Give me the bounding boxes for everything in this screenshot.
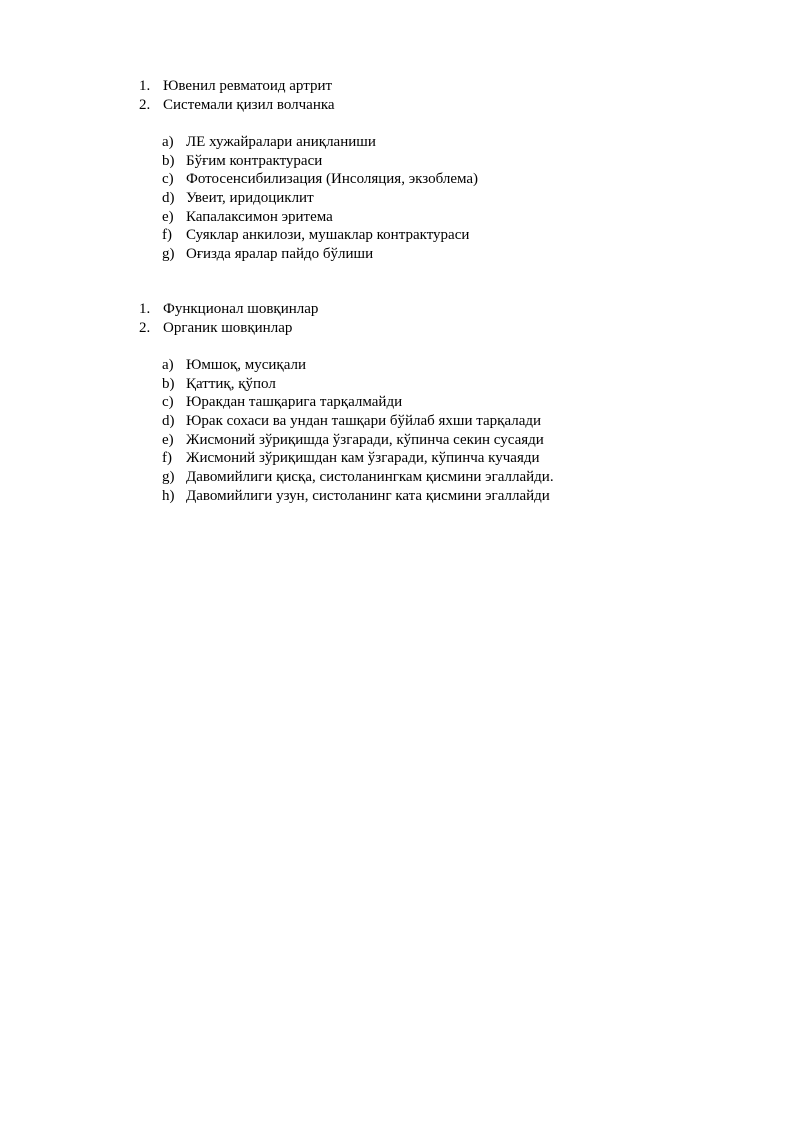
list-item-text: Юракдан ташқарига тарқалмайди: [186, 394, 403, 411]
list-marker: e): [162, 431, 174, 448]
list-marker: g): [162, 246, 175, 263]
list-marker: 1.: [139, 78, 151, 94]
list-item-text: Қаттиқ, қўпол: [186, 375, 276, 392]
list-marker: d): [162, 190, 175, 207]
list-marker: a): [162, 134, 174, 150]
list-item-text: Системали қизил волчанка: [163, 96, 335, 113]
list-item-text: Оғизда яралар пайдо бўлиши: [186, 246, 374, 263]
list-marker: 1.: [139, 301, 151, 317]
list-item-text: Фотосенсибилизация (Инсоляция, экзоблема): [186, 171, 479, 188]
list-marker: f): [162, 227, 172, 244]
list-item-text: Юмшоқ, мусиқали: [186, 357, 307, 373]
list-item-text: Давомийлиги қисқа, систоланингкам қисмини эгаллайди.: [186, 469, 554, 486]
list-item-text: Бўғим контрактураси: [186, 152, 323, 169]
list-item-text: Жисмоний зўриқишдан кам ўзгаради, кўпинча кучаяди: [186, 450, 540, 467]
list-marker: e): [162, 208, 174, 225]
list-item-text: Капалаксимон эритема: [186, 208, 333, 225]
list-item-text: Суяклар анкилози, мушаклар контрактураси: [186, 227, 470, 244]
list-marker: b): [162, 375, 175, 392]
list-item-text: Юрак сохаси ва ундан ташқари бўйлаб яхши тарқалади: [186, 413, 542, 430]
list-item-text: ЛЕ хужайралари аниқланиши: [186, 134, 376, 150]
list-marker: 2.: [139, 319, 151, 336]
list-item-text: Функционал шовқинлар: [163, 301, 319, 317]
list-marker: h): [162, 487, 175, 504]
list-marker: a): [162, 357, 174, 373]
list-marker: c): [162, 394, 174, 411]
list-marker: c): [162, 171, 174, 188]
list-item-text: Органик шовқинлар: [163, 319, 293, 336]
list-marker: g): [162, 469, 175, 486]
list-marker: f): [162, 450, 172, 467]
list-marker: d): [162, 413, 175, 430]
list-marker: 2.: [139, 96, 151, 113]
list-item-text: Жисмоний зўриқишда ўзгаради, кўпинча секин сусаяди: [186, 431, 544, 448]
list-item-text: Давомийлиги узун, систоланинг ката қисмини эгаллайди: [186, 487, 550, 504]
list-item-text: Ювенил ревматоид артрит: [163, 78, 333, 94]
list-item-text: Увеит, иридоциклит: [186, 190, 314, 207]
list-marker: b): [162, 152, 175, 169]
